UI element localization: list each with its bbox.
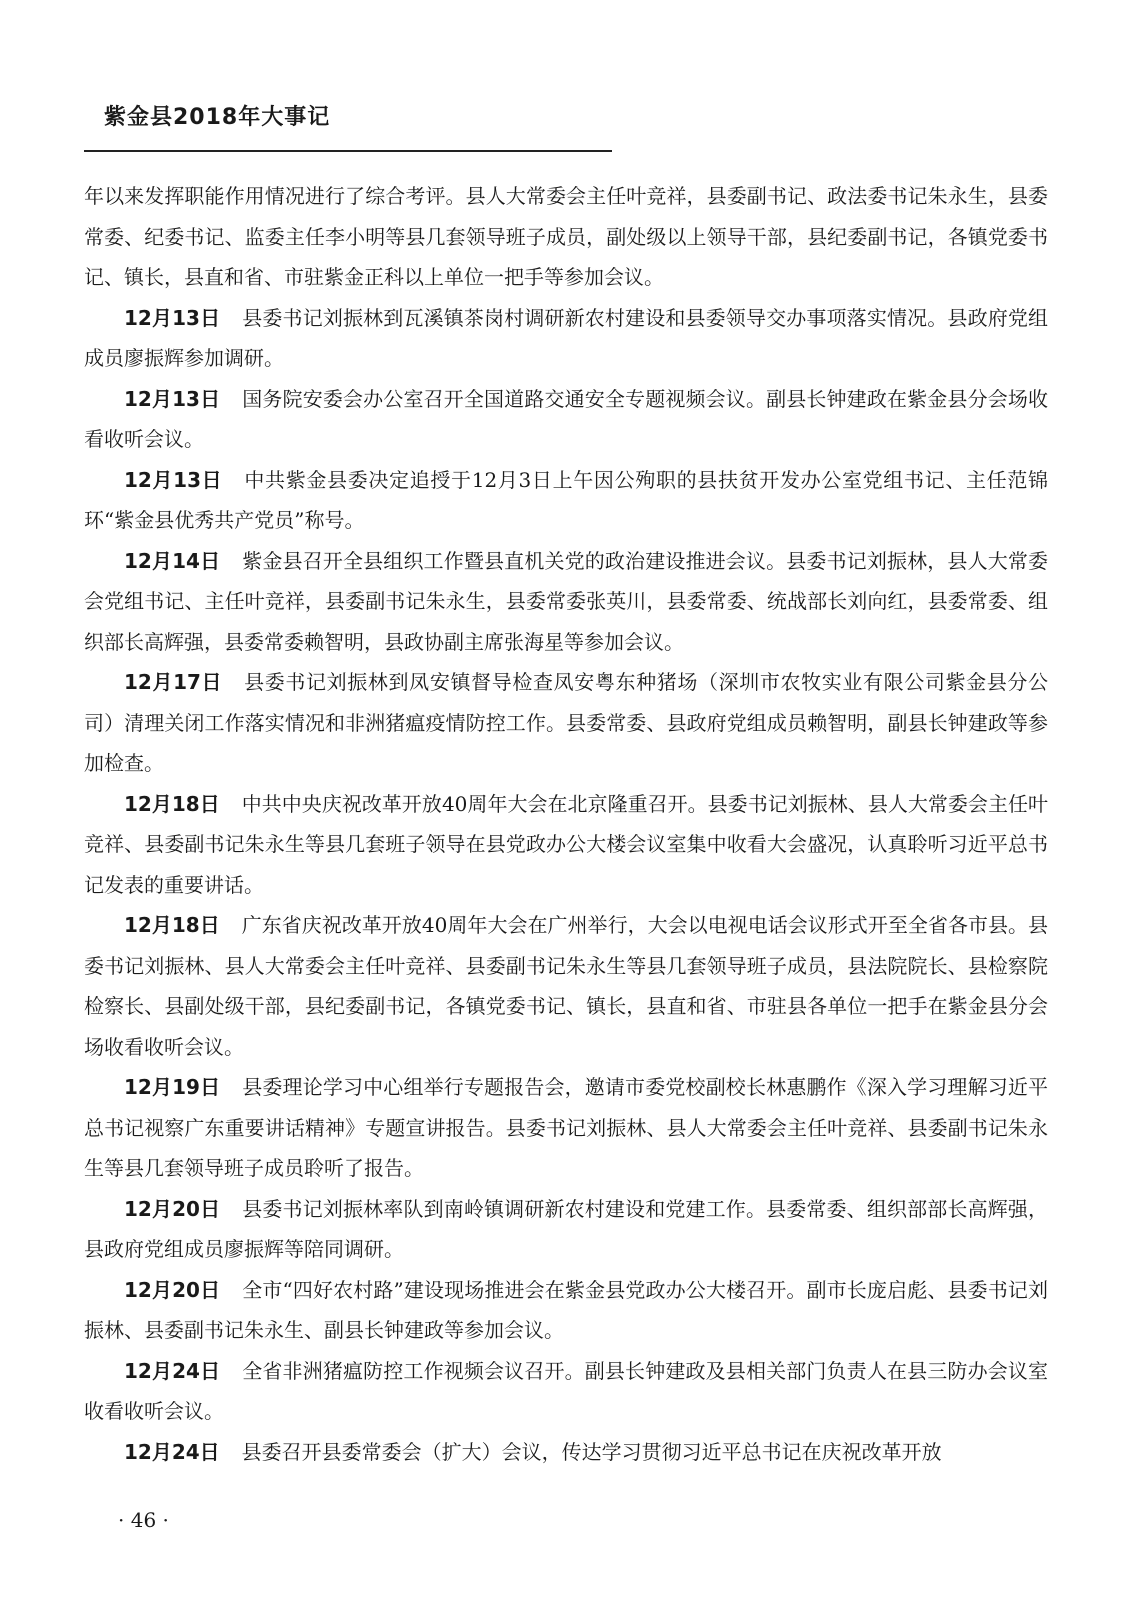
entry-text: 广东省庆祝改革开放40周年大会在广州举行，大会以电视电话会议形式开至全省各市县。县委书记刘振林、县人大常委会主任叶竞祥、县委副书记朱永生等县几套领导班子成员，县法院院长、县检察院检察长、县副处级干部，县纪委副书记，各镇党委书记、镇长，县直和省、市驻县各单位一把手在紫金县分会场收看收听会议。: [84, 913, 1048, 1059]
list-item: [84, 1432, 1048, 1473]
entry-date: 12月20日: [124, 1196, 221, 1221]
entry-text: 中共中央庆祝改革开放40周年大会在北京隆重召开。县委书记刘振林、县人大常委会主任叶竞祥、县委副书记朱永生等县几套班子领导在县党政办公大楼会议室集中收看大会盛况，认真聆听习近平总书记发表的重要讲话。: [84, 791, 1048, 897]
entry-text: 县委理论学习中心组举行专题报告会，邀请市委党校副校长林惠鹏作《深入学习理解习近平总书记视察广东重要讲话精神》专题宣讲报告。县委书记刘振林、县人大常委会主任叶竞祥、县委副书记朱永生等县几套领导班子成员聆听了报告。: [84, 1075, 1049, 1180]
page-header-title: 紫金县2018年大事记: [104, 105, 331, 130]
entry-date: 12月17日: [124, 670, 223, 694]
list-item: [84, 905, 1048, 1067]
list-item: [84, 541, 1048, 663]
list-item: [84, 1067, 1048, 1189]
entry-date: 12月24日: [124, 1439, 220, 1464]
entry-date: 12月24日: [124, 1358, 221, 1383]
entry-date: 12月20日: [124, 1277, 221, 1302]
list-item: [84, 784, 1048, 906]
list-item: [84, 460, 1048, 541]
list-item: [84, 1270, 1048, 1351]
entry-text: 中共紫金县委决定追授于12月3日上午因公殉职的县扶贫开发办公室党组书记、主任范锦环“紫金县优秀共产党员”称号。: [84, 467, 1048, 532]
header-rule: [84, 150, 612, 152]
entry-date: 12月14日: [124, 548, 221, 573]
entry-date: 12月13日: [124, 305, 221, 330]
entry-date: 12月19日: [124, 1075, 221, 1099]
entry-date: 12月13日: [124, 467, 223, 492]
entry-date: 12月18日: [124, 791, 220, 816]
entry-text: 紫金县召开全县组织工作暨县直机关党的政治建设推进会议。县委书记刘振林，县人大常委会党组书记、主任叶竞祥，县委副书记朱永生，县委常委张英川，县委常委、统战部长刘向红，县委常委、组织部长高辉强，县委常委赖智明，县政协副主席张海星等参加会议。: [84, 548, 1049, 654]
list-item: [84, 662, 1048, 784]
entry-text: 全省非洲猪瘟防控工作视频会议召开。副县长钟建政及县相关部门负责人在县三防办会议室收看收听会议。: [84, 1358, 1049, 1423]
entry-text: 县委书记刘振林到瓦溪镇茶岗村调研新农村建设和县委领导交办事项落实情况。县政府党组成员廖振辉参加调研。: [84, 305, 1049, 370]
document-body: [84, 176, 1048, 1472]
list-item: [84, 1351, 1048, 1432]
entry-text: 全市“四好农村路”建设现场推进会在紫金县党政办公大楼召开。副市长庞启彪、县委书记刘振林、县委副书记朱永生、副县长钟建政等参加会议。: [84, 1277, 1048, 1342]
lead-paragraph: 年以来发挥职能作用情况进行了综合考评。县人大常委会主任叶竞祥，县委副书记、政法委书记朱永生，县委常委、纪委书记、监委主任李小明等县几套领导班子成员，副处级以上领导干部，县纪委副书记，各镇党委书记、镇长，县直和省、市驻紫金正科以上单位一把手等参加会议。: [84, 184, 1048, 289]
entry-text: 县委书记刘振林到凤安镇督导检查凤安粤东种猪场（深圳市农牧实业有限公司紫金县分公司）清理关闭工作落实情况和非洲猪瘟疫情防控工作。县委常委、县政府党组成员赖智明，副县长钟建政等参加检查。: [84, 670, 1048, 775]
entry-text: 县委召开县委常委会（扩大）会议，传达学习贯彻习近平总书记在庆祝改革开放: [241, 1439, 942, 1464]
list-item: [84, 1189, 1048, 1270]
entry-date: 12月13日: [124, 386, 221, 411]
list-item: [84, 379, 1048, 460]
entry-date: 12月18日: [124, 913, 220, 937]
page-number: · 46 ·: [118, 1508, 169, 1532]
entries-list: [84, 298, 1048, 1473]
list-item: [84, 298, 1048, 379]
entry-text: 县委书记刘振林率队到南岭镇调研新农村建设和党建工作。县委常委、组织部部长高辉强，县政府党组成员廖振辉等陪同调研。: [84, 1196, 1049, 1261]
entry-text: 国务院安委会办公室召开全国道路交通安全专题视频会议。副县长钟建政在紫金县分会场收看收听会议。: [84, 386, 1049, 451]
